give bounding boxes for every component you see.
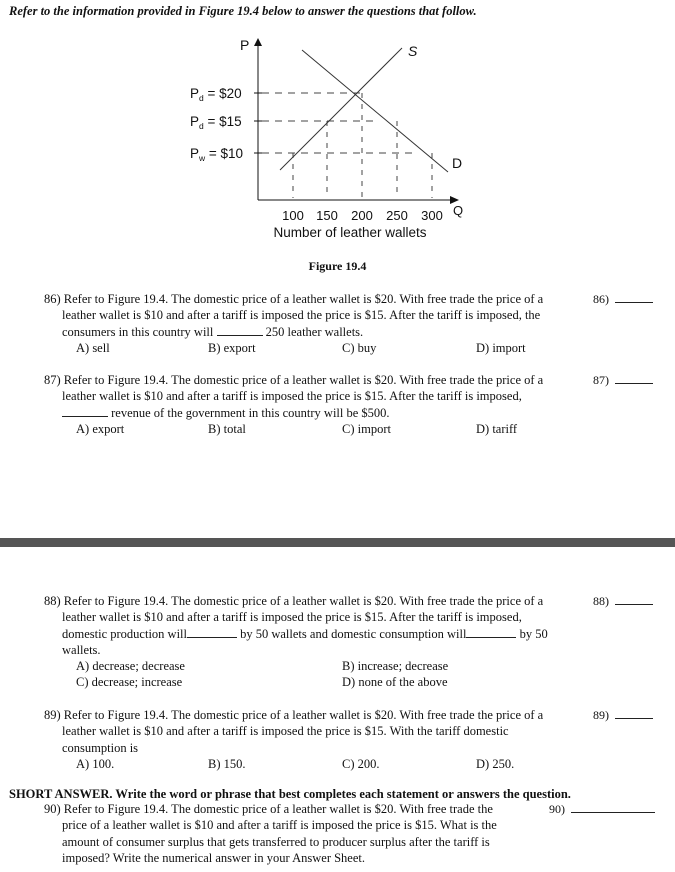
- q86-choices: [44, 340, 584, 356]
- choice-c[interactable]: C) buy: [342, 340, 377, 355]
- answer-slot-87[interactable]: 87): [593, 373, 653, 388]
- figure-caption: Figure 19.4: [308, 259, 367, 273]
- choice-a[interactable]: A) 100.: [76, 756, 115, 771]
- choice-b[interactable]: B) export: [208, 340, 256, 355]
- q88-text-line: 88) Refer to Figure 19.4. The domestic price of a leather wallet is $20. With free trade the price of a: [44, 594, 544, 608]
- x-tick-label: 250: [386, 208, 408, 223]
- q88-text-line: domestic production will by 50 wallets and domestic consumption will by 50: [62, 626, 548, 641]
- q86-text-line: leather wallet is $10 and after a tariff is imposed the price is $15. After the tariff is imposed, the: [62, 308, 541, 323]
- x-axis-label: Q: [453, 203, 464, 218]
- q86-text-line: 86) Refer to Figure 19.4. The domestic price of a leather wallet is $20. With free trade the price of a: [44, 292, 544, 306]
- q90-text-line: imposed? Write the numerical answer in your Answer Sheet.: [62, 850, 366, 865]
- choice-b[interactable]: B) 150.: [208, 756, 246, 771]
- q88-text-line: leather wallet is $10 and after a tariff is imposed the price is $15. After the tariff is imposed,: [62, 610, 522, 625]
- q90-text-line: amount of consumer surplus that gets transferred to producer surplus after the tariff is: [62, 834, 490, 849]
- choice-c[interactable]: C) decrease; increase: [76, 675, 183, 690]
- supply-label: S: [408, 43, 418, 59]
- choice-d[interactable]: D) none of the above: [342, 675, 448, 690]
- fill-blank[interactable]: [466, 626, 516, 638]
- choice-c[interactable]: C) 200.: [342, 756, 380, 771]
- answer-slot-88[interactable]: 88): [593, 594, 653, 609]
- question-86: [44, 291, 584, 356]
- q88-choices: [44, 658, 584, 674]
- q90-text-line: 90) Refer to Figure 19.4. The domestic price of a leather wallet is $20. With free trade the: [44, 802, 493, 816]
- question-88: [44, 593, 584, 690]
- choice-d[interactable]: D) import: [476, 340, 526, 355]
- choice-a[interactable]: A) decrease; decrease: [76, 659, 185, 674]
- price-label-pd-20: $P_d$ = $20: [190, 86, 242, 103]
- q87-choices: [44, 421, 584, 437]
- answer-slot-89[interactable]: 89): [593, 708, 653, 723]
- q89-text-line: leather wallet is $10 and after a tariff is imposed the price is $15. With the tariff domestic: [62, 724, 509, 739]
- choice-a[interactable]: A) export: [76, 421, 125, 436]
- q89-choices: [44, 756, 584, 772]
- choice-b[interactable]: B) total: [208, 421, 246, 436]
- y-axis-label: P: [240, 37, 250, 53]
- q86-text-line: consumers in this country will 250 leather wallets.: [62, 324, 364, 339]
- choice-b[interactable]: B) increase; decrease: [342, 659, 449, 674]
- demand-curve: [302, 50, 448, 172]
- q87-text-line: leather wallet is $10 and after a tariff is imposed the price is $15. After the tariff is imposed,: [62, 389, 522, 404]
- y-axis-arrow: [254, 38, 262, 46]
- q88-text-line: wallets.: [62, 642, 101, 657]
- choice-a[interactable]: A) sell: [76, 340, 110, 355]
- q87-text-line: revenue of the government in this country will be $500.: [44, 405, 584, 421]
- supply-curve: [280, 48, 402, 170]
- price-label-pw-10: $P_w$ = $10: [190, 146, 244, 163]
- x-tick-label: 100: [282, 208, 304, 223]
- question-89: [44, 707, 584, 772]
- x-tick-label: 200: [351, 208, 373, 223]
- answer-slot-86[interactable]: 86): [593, 292, 653, 307]
- q87-text-line: 87) Refer to Figure 19.4. The domestic price of a leather wallet is $20. With free trade the price of a: [44, 373, 544, 387]
- answer-slot-90[interactable]: 90): [549, 802, 655, 817]
- instructions-header: Refer to the information provided in Figure 19.4 below to answer the questions that follow.: [9, 4, 477, 18]
- supply-demand-graph: [180, 30, 500, 245]
- choice-d[interactable]: D) 250.: [476, 756, 515, 771]
- question-87: [44, 372, 584, 437]
- demand-label: D: [452, 155, 463, 171]
- short-answer-heading: SHORT ANSWER. Write the word or phrase that best completes each statement or answers the question.: [9, 787, 571, 801]
- x-tick-label: 150: [316, 208, 338, 223]
- price-label-pd-15: $P_d$ = $15: [190, 114, 242, 131]
- q89-text-line: consumption is: [62, 740, 139, 755]
- choice-c[interactable]: C) import: [342, 421, 391, 436]
- question-90: [44, 801, 584, 866]
- choice-d[interactable]: D) tariff: [476, 421, 518, 436]
- q89-text-line: 89) Refer to Figure 19.4. The domestic price of a leather wallet is $20. With free trade the price of a: [44, 708, 544, 722]
- x-axis-title: Number of leather wallets: [273, 225, 427, 240]
- fill-blank[interactable]: [217, 324, 263, 336]
- x-tick-label: 300: [421, 208, 443, 223]
- page-divider: [0, 538, 675, 547]
- fill-blank[interactable]: [187, 626, 237, 638]
- q88-choices: [44, 674, 584, 690]
- fill-blank[interactable]: [62, 405, 108, 417]
- q90-text-line: price of a leather wallet is $10 and after a tariff is imposed the price is $15. What is the: [62, 818, 497, 833]
